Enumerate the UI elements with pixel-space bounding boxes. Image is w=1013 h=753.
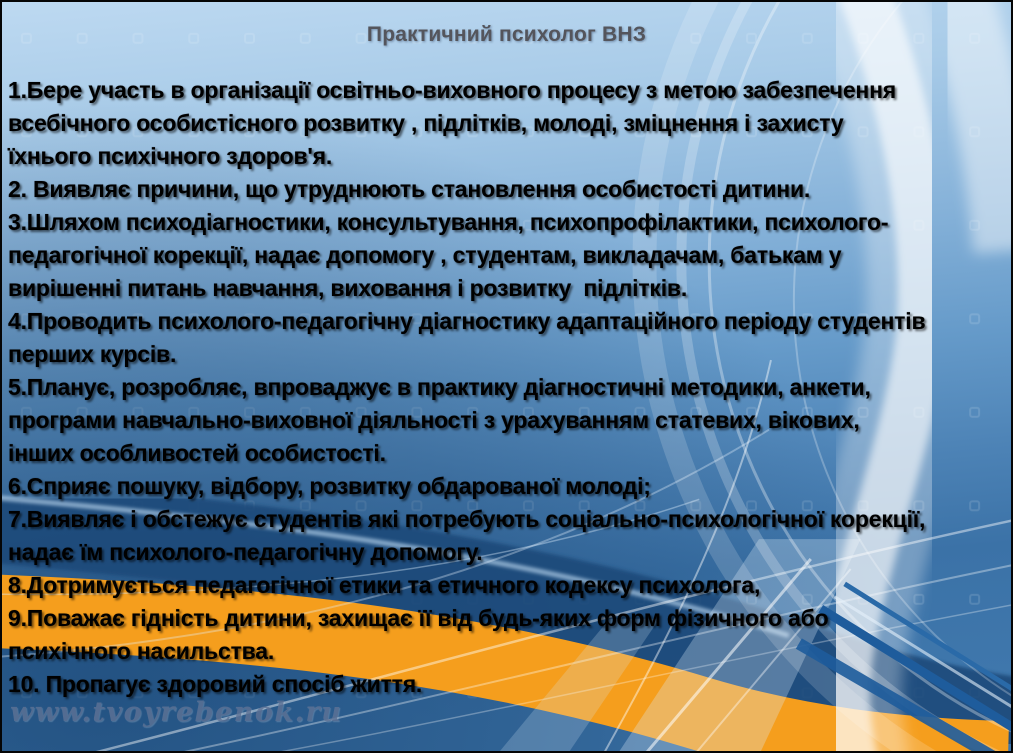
body-line: інших особливостей особистості. — [8, 440, 386, 466]
body-line: 7.Виявляє і обстежує студентів які потребують соціально-психологічної корекції, — [8, 506, 926, 532]
body-line: психічного насильства. — [8, 638, 275, 664]
body-line: 9.Поважає гідність дитини, захищає її від будь-яких форм фізичного або — [8, 605, 829, 631]
body-line: надає їм психолого-педагогічну допомогу. — [8, 539, 483, 565]
slide-body — [8, 74, 1011, 701]
body-line: 6.Сприяє пошуку, відбору, розвитку обдарованої молоді; — [8, 473, 651, 499]
body-line: 2. Виявляє причини, що утруднюють становлення особистості дитини. — [8, 176, 811, 202]
slide-title: Практичний психолог ВНЗ — [366, 23, 647, 46]
body-line: 5.Планує, розробляє, впроваджує в практику діагностичні методики, анкети, — [8, 374, 871, 400]
body-line: програми навчально-виховної діяльності з урахуванням статевих, вікових, — [8, 407, 860, 433]
body-line: 8.Дотримується педагогічної етики та етичного кодексу психолога, — [8, 572, 761, 598]
body-line: педагогічної корекції, надає допомогу , студентам, викладачам, батькам у — [8, 242, 842, 268]
watermark-text: www.tvoyrebenok.ru — [10, 697, 343, 728]
body-line: всебічного особистісного розвитку , підлітків, молоді, зміцнення і захисту — [8, 110, 844, 136]
body-line: перших курсів. — [8, 341, 177, 367]
body-line: 1.Бере участь в організації освітньо-виховного процесу з метою забезпечення — [8, 77, 897, 103]
body-line: 10. Пропагує здоровий спосіб життя. — [8, 671, 423, 697]
body-line: їхнього психічного здоров'я. — [8, 143, 333, 169]
body-line: 4.Проводить психолого-педагогічну діагностику адаптаційного періоду студентів — [8, 308, 926, 334]
body-line: вирішенні питань навчання, виховання і розвитку підлітків. — [8, 275, 688, 301]
body-line: 3.Шляхом психодіагностики, консультування, психопрофілактики, психолого- — [8, 209, 889, 235]
